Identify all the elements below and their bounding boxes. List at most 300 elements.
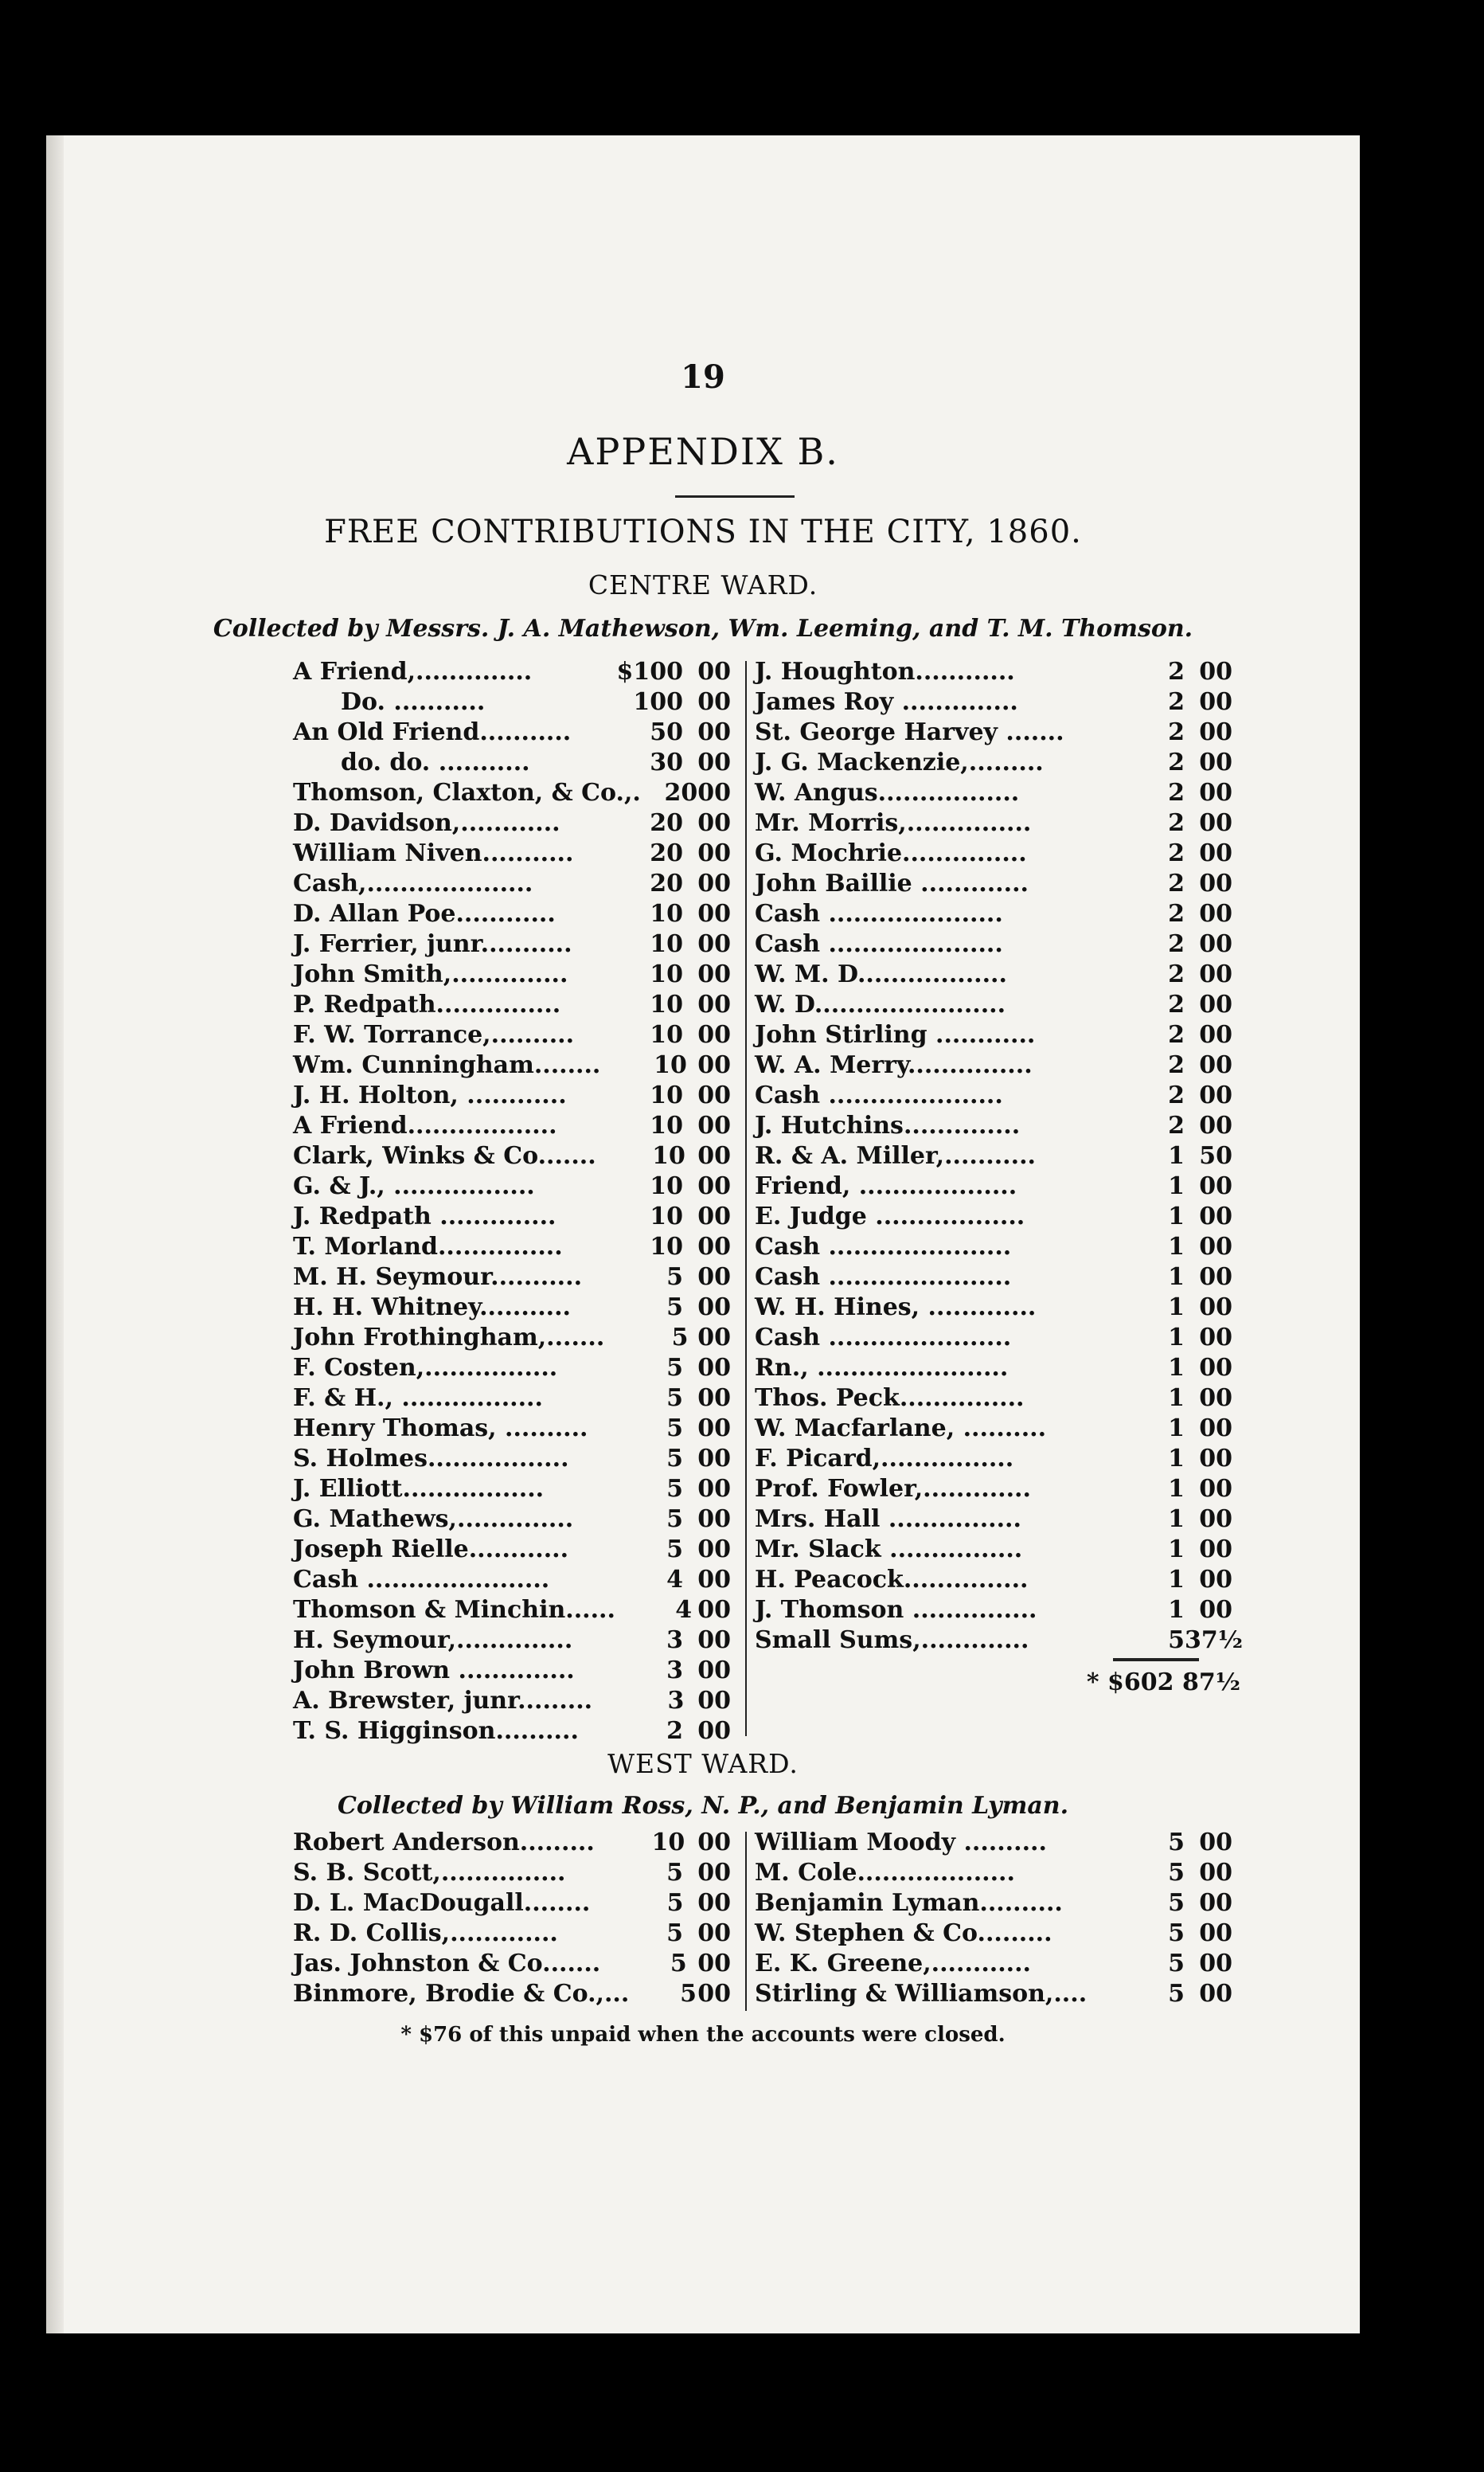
contribution-row (755, 687, 1232, 718)
amount-dollars: 5 (670, 1950, 687, 1977)
amount-cents: 00 (697, 960, 731, 988)
contribution-row (293, 1111, 731, 1141)
amount-cents: 00 (1199, 839, 1232, 867)
contributor-name: Cash,.................... (293, 870, 533, 898)
contribution-row (293, 1141, 731, 1171)
amount-cents: 50 (1199, 1142, 1232, 1170)
amount-cents: 00 (697, 1566, 731, 1594)
amount-cents: 00 (697, 1293, 731, 1321)
amount-cents: 00 (697, 1505, 731, 1533)
amount-cents: 00 (1199, 1980, 1232, 2008)
amount-cents: 00 (697, 870, 731, 898)
amount-dollars: 5 (666, 1293, 683, 1321)
amount-cents: 00 (697, 1172, 731, 1200)
contribution-row (293, 687, 731, 718)
contributor-name: Stirling & Williamson,.... (755, 1980, 1088, 2008)
amount-dollars: 20 (650, 839, 683, 867)
amount-dollars: 1 (1168, 1172, 1185, 1200)
contributor-name: W. Stephen & Co......... (755, 1919, 1052, 1947)
contribution-row (293, 1171, 731, 1202)
contributor-name: D. Davidson,............ (293, 809, 560, 837)
contribution-row (755, 869, 1232, 899)
contribution-row (755, 1888, 1232, 1919)
contribution-row (755, 1949, 1232, 1979)
contribution-row (293, 1858, 731, 1888)
footnote: * $76 of this unpaid when the accounts were closed. (400, 2023, 1006, 2047)
amount-cents: 00 (697, 1203, 731, 1230)
contribution-row (755, 1323, 1232, 1353)
contributor-name: J. Thomson ............... (755, 1596, 1037, 1624)
amount-dollars: 5 (666, 1859, 683, 1887)
contributor-name: John Smith,.............. (293, 960, 568, 988)
amount-dollars: 2 (1168, 688, 1185, 716)
amount-cents: 00 (1199, 779, 1232, 807)
amount-cents: 00 (697, 930, 731, 958)
contributor-name: Cash ...................... (293, 1566, 550, 1594)
amount-dollars: $100 (616, 658, 683, 686)
contribution-row (293, 1323, 731, 1353)
amount-cents: 00 (697, 1051, 731, 1079)
amount-cents: 00 (1199, 1082, 1232, 1109)
contribution-row (755, 1919, 1232, 1949)
amount-cents: 00 (697, 1717, 731, 1745)
contribution-row (755, 960, 1232, 990)
contributor-name: J. Hutchins.............. (755, 1112, 1021, 1140)
contributor-name: J. Houghton............ (755, 658, 1015, 686)
contribution-row (755, 1353, 1232, 1383)
column-divider-west (745, 1832, 747, 2011)
contributor-name: F. & H., ................. (293, 1384, 543, 1412)
amount-dollars: 10 (650, 1082, 683, 1109)
contributor-name: J. G. Mackenzie,......... (755, 749, 1044, 776)
column-divider (745, 661, 747, 1736)
contribution-row (293, 808, 731, 839)
contribution-row (755, 1081, 1232, 1111)
amount-dollars: 5 (666, 1384, 683, 1412)
centre-ward-total: * $602 87½ (1086, 1668, 1240, 1696)
contribution-row (293, 960, 731, 990)
contributor-name: D. L. MacDougall........ (293, 1889, 591, 1917)
amount-cents: 00 (1199, 1203, 1232, 1230)
contribution-row (293, 1262, 731, 1293)
amount-dollars: 1 (1168, 1384, 1185, 1412)
amount-cents: 00 (697, 900, 731, 928)
amount-dollars: 1 (1168, 1445, 1185, 1473)
contribution-row (755, 657, 1232, 687)
centre-ward-left-column (293, 657, 731, 1746)
centre-ward-heading: CENTRE WARD. (588, 569, 818, 600)
contribution-row (293, 1081, 731, 1111)
amount-cents: 00 (697, 1475, 731, 1503)
contributor-name: H. H. Whitney........... (293, 1293, 571, 1321)
contributor-name: W. Angus................. (755, 779, 1020, 807)
contributor-name: John Frothingham,....... (293, 1324, 605, 1351)
contributor-name: J. H. Holton, ............ (293, 1082, 567, 1109)
amount-cents: 00 (697, 1829, 731, 1856)
amount-dollars: 20 (650, 809, 683, 837)
amount-dollars: 10 (650, 960, 683, 988)
contribution-row (755, 1979, 1232, 2009)
contributor-name: Jas. Johnston & Co....... (293, 1950, 601, 1977)
amount-cents: 00 (1199, 930, 1232, 958)
amount-cents: 00 (1199, 991, 1232, 1019)
amount-dollars: 5 (666, 1475, 683, 1503)
contributor-name: Cash ...................... (755, 1263, 1012, 1291)
amount-dollars: 5 (1168, 1626, 1185, 1654)
contributor-name: Robert Anderson......... (293, 1829, 595, 1856)
contribution-row (755, 748, 1232, 778)
contribution-row (755, 718, 1232, 748)
amount-dollars: 20 (650, 870, 683, 898)
amount-dollars: 5 (1168, 1950, 1185, 1977)
amount-cents: 00 (1199, 1414, 1232, 1442)
appendix-heading: APPENDIX B. (567, 430, 839, 473)
amount-dollars: 5 (666, 1505, 683, 1533)
contributor-name: Cash ..................... (755, 900, 1003, 928)
amount-cents: 00 (697, 658, 731, 686)
amount-cents: 00 (1199, 658, 1232, 686)
contribution-row (755, 1232, 1232, 1262)
page-number: 19 (681, 358, 725, 396)
amount-dollars: 50 (650, 718, 683, 746)
contributor-name: H. Seymour,.............. (293, 1626, 573, 1654)
contribution-row (293, 1979, 731, 2009)
amount-dollars: 1 (1168, 1142, 1185, 1170)
contributor-name: E. Judge .................. (755, 1203, 1025, 1230)
amount-cents: 00 (1199, 1293, 1232, 1321)
contributor-name: A. Brewster, junr......... (293, 1687, 593, 1715)
contributor-name: H. Peacock............... (755, 1566, 1029, 1594)
contributor-name: R. D. Collis,............. (293, 1919, 558, 1947)
contributor-name: Joseph Rielle............ (293, 1535, 569, 1563)
document-page (46, 135, 1360, 2333)
contribution-row (755, 808, 1232, 839)
contribution-row (755, 1565, 1232, 1595)
contribution-row (755, 1020, 1232, 1050)
amount-dollars: 10 (651, 1829, 685, 1856)
contributor-name: F. W. Torrance,.......... (293, 1021, 575, 1049)
contribution-row (755, 1383, 1232, 1414)
amount-dollars: 1 (1168, 1566, 1185, 1594)
contribution-row (755, 929, 1232, 960)
amount-dollars: 2 (1168, 870, 1185, 898)
contribution-row (755, 839, 1232, 869)
contributor-name: W. Macfarlane, .......... (755, 1414, 1047, 1442)
amount-cents: 00 (697, 1142, 731, 1170)
contribution-row (293, 657, 731, 687)
amount-dollars: 1 (1168, 1233, 1185, 1261)
amount-dollars: 100 (633, 688, 683, 716)
contribution-row (293, 1020, 731, 1050)
amount-cents: 00 (1199, 1889, 1232, 1917)
amount-dollars: 10 (650, 1021, 683, 1049)
contributor-name: Cash ...................... (755, 1324, 1012, 1351)
contributor-name: Prof. Fowler,............. (755, 1475, 1031, 1503)
contribution-row (293, 1474, 731, 1504)
contribution-row (293, 1414, 731, 1444)
amount-cents: 00 (697, 1263, 731, 1291)
amount-dollars: 2 (1168, 991, 1185, 1019)
contribution-row (755, 1474, 1232, 1504)
amount-dollars: 5 (1168, 1919, 1185, 1947)
amount-cents: 00 (697, 809, 731, 837)
contributor-name: Cash ..................... (755, 1082, 1003, 1109)
amount-cents: 00 (697, 991, 731, 1019)
contributor-name: G. Mochrie............... (755, 839, 1027, 867)
amount-dollars: 5 (1168, 1829, 1185, 1856)
contribution-row (755, 1444, 1232, 1474)
amount-cents: 00 (697, 1596, 731, 1624)
amount-cents: 00 (1199, 1384, 1232, 1412)
contributor-name: T. S. Higginson.......... (293, 1717, 579, 1745)
contributor-name: F. Costen,................ (293, 1354, 558, 1382)
contributor-name: Cash ..................... (755, 930, 1003, 958)
contribution-row (755, 1625, 1244, 1656)
amount-dollars: 20 (664, 779, 698, 807)
amount-dollars: 5 (1168, 1859, 1185, 1887)
contribution-row (755, 990, 1232, 1020)
amount-cents: 00 (697, 749, 731, 776)
total-rule (1113, 1658, 1199, 1661)
amount-dollars: 2 (1168, 749, 1185, 776)
contribution-row (755, 1595, 1232, 1625)
amount-dollars: 2 (666, 1717, 683, 1745)
amount-cents: 00 (1199, 1172, 1232, 1200)
contributor-name: P. Redpath............... (293, 991, 561, 1019)
amount-dollars: 5 (666, 1263, 683, 1291)
amount-cents: 00 (697, 1233, 731, 1261)
contribution-row (293, 1716, 731, 1746)
amount-cents: 00 (697, 1112, 731, 1140)
contribution-row (755, 899, 1232, 929)
amount-cents: 00 (1199, 1021, 1232, 1049)
amount-dollars: 2 (1168, 1112, 1185, 1140)
contributor-name: Binmore, Brodie & Co.,... (293, 1980, 630, 2008)
amount-dollars: 1 (1168, 1263, 1185, 1291)
amount-cents: 00 (697, 1445, 731, 1473)
amount-dollars: 10 (650, 1172, 683, 1200)
amount-cents: 00 (1199, 718, 1232, 746)
amount-dollars: 1 (1168, 1324, 1185, 1351)
contributor-name: Cash ...................... (755, 1233, 1012, 1261)
amount-cents: 00 (697, 1687, 731, 1715)
amount-dollars: 5 (680, 1980, 697, 2008)
amount-dollars: 1 (1168, 1535, 1185, 1563)
amount-cents: 00 (1199, 1112, 1232, 1140)
contributor-name: John Baillie ............. (755, 870, 1029, 898)
contribution-row (755, 778, 1232, 808)
contribution-row (293, 1949, 731, 1979)
amount-dollars: 2 (1168, 1051, 1185, 1079)
amount-dollars: 2 (1168, 718, 1185, 746)
amount-dollars: 10 (650, 1112, 683, 1140)
amount-cents: 00 (1199, 1859, 1232, 1887)
amount-cents: 00 (1199, 1051, 1232, 1079)
amount-dollars: 1 (1168, 1354, 1185, 1382)
amount-dollars: 2 (1168, 779, 1185, 807)
amount-cents: 00 (1199, 688, 1232, 716)
contribution-row (293, 1383, 731, 1414)
contributor-name: M. Cole................... (755, 1859, 1015, 1887)
amount-cents: 00 (1199, 1263, 1232, 1291)
amount-dollars: 5 (1168, 1889, 1185, 1917)
contribution-row (755, 1141, 1232, 1171)
contribution-row (293, 1919, 731, 1949)
centre-ward-right-column (755, 657, 1244, 1656)
contribution-row (293, 1828, 731, 1858)
amount-cents: 37½ (1185, 1626, 1244, 1654)
amount-cents: 00 (697, 1384, 731, 1412)
contributor-name: Rn., ....................... (755, 1354, 1009, 1382)
amount-dollars: 2 (1168, 900, 1185, 928)
amount-dollars: 5 (666, 1535, 683, 1563)
amount-dollars: 5 (666, 1414, 683, 1442)
contribution-row (293, 1888, 731, 1919)
contribution-row (755, 1535, 1232, 1565)
amount-cents: 00 (1199, 1535, 1232, 1563)
contribution-row (755, 1828, 1232, 1858)
contributor-name: T. Morland............... (293, 1233, 563, 1261)
amount-dollars: 1 (1168, 1293, 1185, 1321)
contribution-row (293, 718, 731, 748)
contribution-row (293, 1656, 731, 1686)
contribution-row (293, 899, 731, 929)
contribution-row (755, 1858, 1232, 1888)
contribution-row (293, 1293, 731, 1323)
amount-cents: 00 (697, 1656, 731, 1684)
amount-cents: 00 (697, 1021, 731, 1049)
amount-cents: 00 (1199, 1233, 1232, 1261)
contribution-row (293, 1050, 731, 1081)
contribution-row (755, 1050, 1232, 1081)
contribution-row (293, 778, 731, 808)
amount-dollars: 4 (666, 1566, 683, 1594)
contributor-name: William Niven........... (293, 839, 574, 867)
amount-dollars: 1 (1168, 1505, 1185, 1533)
amount-cents: 00 (1199, 1505, 1232, 1533)
contributor-name: F. Picard,................ (755, 1445, 1014, 1473)
amount-cents: 00 (697, 718, 731, 746)
contribution-row (755, 1414, 1232, 1444)
contribution-row (293, 1535, 731, 1565)
contributor-name: E. K. Greene,............ (755, 1950, 1031, 1977)
amount-cents: 00 (1199, 749, 1232, 776)
contributor-name: Thos. Peck............... (755, 1384, 1025, 1412)
amount-cents: 00 (1199, 809, 1232, 837)
contribution-row (293, 1565, 731, 1595)
contribution-row (755, 1202, 1232, 1232)
contributor-name: Mr. Slack ................ (755, 1535, 1023, 1563)
amount-cents: 00 (697, 1354, 731, 1382)
amount-dollars: 30 (650, 749, 683, 776)
contributor-name: R. & A. Miller,........... (755, 1142, 1036, 1170)
contribution-row (293, 1625, 731, 1656)
amount-cents: 00 (1199, 1950, 1232, 1977)
contributor-name: Friend, ................... (755, 1172, 1017, 1200)
contributor-name: S. B. Scott,............... (293, 1859, 566, 1887)
contribution-row (755, 1111, 1232, 1141)
amount-dollars: 5 (666, 1889, 684, 1917)
amount-dollars: 1 (1168, 1475, 1185, 1503)
amount-dollars: 2 (1168, 960, 1185, 988)
amount-dollars: 10 (650, 1233, 683, 1261)
contribution-row (755, 1262, 1232, 1293)
amount-dollars: 2 (1168, 1021, 1185, 1049)
amount-cents: 00 (697, 688, 731, 716)
contributor-name: J. Ferrier, junr........... (293, 930, 572, 958)
contribution-row (755, 1504, 1232, 1535)
contributor-name: Wm. Cunningham........ (293, 1051, 601, 1079)
amount-dollars: 2 (1168, 1082, 1185, 1109)
amount-dollars: 2 (1168, 930, 1185, 958)
contributor-name: do. do. ........... (341, 749, 530, 776)
contribution-row (293, 1444, 731, 1474)
contribution-row (293, 1504, 731, 1535)
amount-dollars: 1 (1168, 1203, 1185, 1230)
amount-dollars: 2 (1168, 809, 1185, 837)
amount-dollars: 2 (1168, 658, 1185, 686)
contribution-row (755, 1293, 1232, 1323)
contribution-row (293, 1353, 731, 1383)
contributor-name: D. Allan Poe............ (293, 900, 556, 928)
amount-cents: 00 (1199, 1919, 1232, 1947)
main-title: FREE CONTRIBUTIONS IN THE CITY, 1860. (324, 514, 1082, 550)
amount-dollars: 5 (671, 1324, 689, 1351)
contributor-name: Thomson, Claxton, & Co.,. (293, 779, 641, 807)
amount-dollars: 3 (666, 1656, 683, 1684)
amount-cents: 00 (1199, 1354, 1232, 1382)
amount-dollars: 10 (650, 930, 683, 958)
amount-dollars: 2 (1168, 839, 1185, 867)
west-ward-left-column (293, 1828, 731, 2009)
amount-dollars: 5 (666, 1919, 683, 1947)
contribution-row (293, 1686, 731, 1716)
contributor-name: John Brown .............. (293, 1656, 575, 1684)
contributor-name: William Moody .......... (755, 1829, 1047, 1856)
contributor-name: John Stirling ............ (755, 1021, 1036, 1049)
contributor-name: Clark, Winks & Co....... (293, 1142, 596, 1170)
amount-dollars: 1 (1168, 1596, 1185, 1624)
contributor-name: G. Mathews,.............. (293, 1505, 574, 1533)
contributor-name: W. M. D.................. (755, 960, 1007, 988)
contribution-row (293, 990, 731, 1020)
contributor-name: Thomson & Minchin...... (293, 1596, 615, 1624)
amount-dollars: 5 (666, 1445, 683, 1473)
contributor-name: Henry Thomas, .......... (293, 1414, 588, 1442)
contributor-name: An Old Friend........... (293, 718, 572, 746)
contributor-name: J. Elliott................. (293, 1475, 545, 1503)
amount-dollars: 5 (1168, 1980, 1185, 2008)
contributor-name: G. & J., ................. (293, 1172, 535, 1200)
contribution-row (293, 1595, 731, 1625)
west-ward-right-column (755, 1828, 1232, 2009)
amount-cents: 00 (1199, 900, 1232, 928)
amount-dollars: 4 (675, 1596, 693, 1624)
amount-cents: 00 (1199, 1829, 1232, 1856)
amount-cents: 00 (697, 1535, 731, 1563)
centre-ward-collectors: Collected by Messrs. J. A. Mathewson, Wm. Leeming, and T. M. Thomson. (213, 615, 1193, 643)
amount-dollars: 10 (650, 900, 683, 928)
contributor-name: Mr. Morris,............... (755, 809, 1032, 837)
contributor-name: M. H. Seymour........... (293, 1263, 583, 1291)
amount-cents: 00 (697, 1980, 731, 2008)
amount-dollars: 10 (650, 991, 683, 1019)
contributor-name: W. A. Merry............... (755, 1051, 1033, 1079)
amount-cents: 00 (1199, 1596, 1232, 1624)
amount-dollars: 10 (654, 1051, 687, 1079)
amount-cents: 00 (697, 839, 731, 867)
amount-cents: 00 (1199, 870, 1232, 898)
